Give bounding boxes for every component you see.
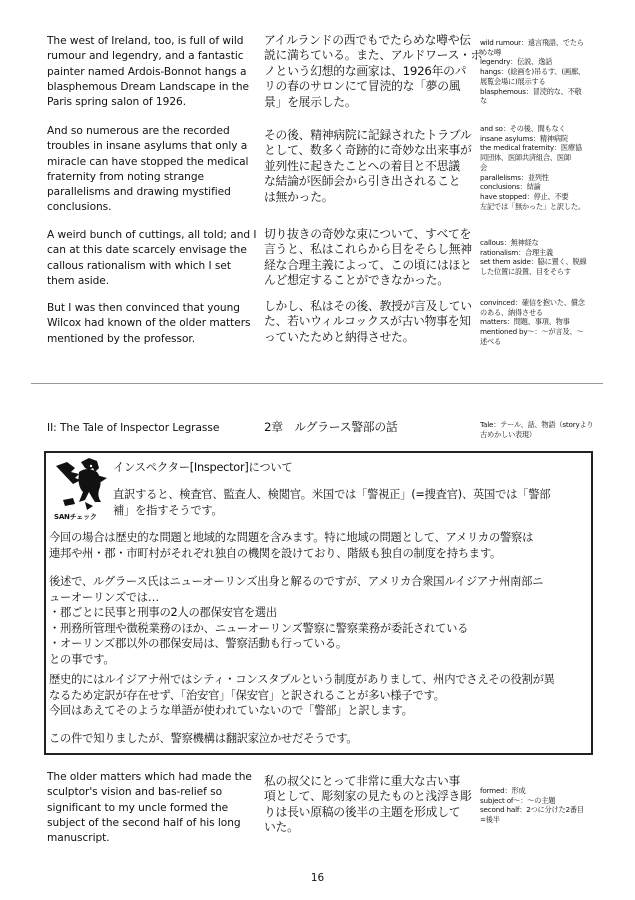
chapter-vocabulary-notes: Tale：テール、話、物語（storyより 古めかしい表現） bbox=[480, 420, 594, 439]
note-paragraph-2: 後述で、ルグラース氏はニューオーリンズ出身と解るのですが、アメリカ合衆国ルイジアナ州南部ニ ューオーリンズでは… ・郡ごとに民事と刑事の2人の郡保安官を選出 ・刑務所管理や徴税業務のほか、ニューオーリンズ警察に警察業務が委託されている ・オーリンズ郡以外の郡保安局は、警察活動も行っている。 との事です。 bbox=[49, 575, 544, 666]
note-paragraph-3: 歴史的にはルイジアナ州ではシティ・コンスタブルという制度がありまして、州内でさえその役割が異 なるため定訳が存在せず、「治安官」「保安官」と訳されることが多い様子です。 今回はあえてそのような単語が使われていないので「警部」と訳します。 bbox=[49, 673, 555, 718]
japanese-translation-4: しかし、私はその後、教授が言及してい た、若いウィルコックスが古い物事を知 っていたためと納得させた。 bbox=[264, 299, 472, 344]
japanese-translation-3: 切り抜きの奇妙な束について、すべてを 言うと、私はこれらから目をそらし無神 経な合理主義によって、この頃にはほと んど想定することができなかった。 bbox=[264, 227, 472, 288]
vocabulary-notes-1: wild rumour：遠言飛語、でたら めな噂 legendry：伝説、逸話 hangs：(絵画を)吊るす、(画廊、 展覧会場に)展示する blasphemous：冒涜的な、不敬 な bbox=[480, 38, 585, 106]
mascot-label: SANチェック bbox=[54, 513, 97, 521]
vocabulary-notes-3: callous：無神経な rationalism：合理主義 set them aside：脇に置く、脱線 した位置に設置、目をそらす bbox=[480, 238, 587, 277]
note-intro: 直訳すると、検査官、監査人、検閲官。米国では「警視正」(=捜査官)、英国では「警部 補」を指すそうです。 bbox=[113, 488, 551, 517]
japanese-translation-5: 私の叔父にとって非常に重大な古い事 項として、彫刻家の見たものと浅浮き彫 りは長い原稿の後半の主題を形成して いた。 bbox=[264, 774, 472, 835]
section-divider bbox=[31, 383, 603, 384]
vocabulary-notes-4: convinced：確信を抱いた、償念 のある、納得させる matters：問題、事項、物事 mentioned by〜：〜が言及、〜 述べる bbox=[480, 298, 585, 346]
english-paragraph-2: And so numerous are the recorded troubles in insane asylums that only a miracle can have stopped the medical fraternity from noting strange parallelisms and drawing mystified conclusions. bbox=[47, 125, 249, 214]
japanese-translation-1: アイルランドの西でもでたらめな噂や伝 説に満ちている。また、アルドワース・ボ ノという幻想的な画家は、1926年のパ リの春のサロンにて冒涜的な「夢の風 景」を展示した。 bbox=[264, 33, 483, 109]
page-number: 16 bbox=[310, 872, 325, 884]
note-paragraph-4: この件で知りましたが、警察機構は翻訳家泣かせだそうです。 bbox=[49, 732, 358, 745]
chapter-title-japanese: 2章 ルグラース警部の話 bbox=[264, 420, 398, 434]
chapter-title-english: II: The Tale of Inspector Legrasse bbox=[47, 422, 220, 434]
english-paragraph-3: A weird bunch of cuttings, all told; and I can at this date scarcely envisage the callous rationalism with which I set them aside. bbox=[47, 229, 257, 287]
english-paragraph-1: The west of Ireland, too, is full of wild rumour and legendry, and a fantastic painter named Ardois-Bonnot hangs a blasphemous Dream Landscape in the Paris spring salon of 1926. bbox=[47, 35, 250, 109]
english-paragraph-4: But I was then convinced that young Wilcox had known of the older matters mentioned by the professor. bbox=[47, 302, 251, 345]
note-heading: インスペクター[Inspector]について bbox=[113, 461, 293, 474]
gargoyle-mascot-icon bbox=[53, 456, 111, 516]
japanese-translation-2: その後、精神病院に記録されたトラブル として、数多く奇跡的に奇妙な出来事が 並列性に起きたことへの着目と不思議 な結論が医師会から引き出されること は無かった。 bbox=[264, 128, 472, 204]
note-paragraph-1: 今回の場合は歴史的な問題と地域的な問題を含みます。特に地域の問題として、アメリカの警察は 連邦や州・郡・市町村がそれぞれ独自の機関を設けており、階級も独自の制度を持ちます。 bbox=[49, 531, 534, 560]
vocabulary-notes-2: and so：その後、間もなく insane asylums：精神病院 the medical fraternity：医療協 同団体、医師共済組合、医師 会 parallelisms：並列性 conclusions：結論 have stopped：停止、不要 左記では「無かった」と訳した。 bbox=[480, 124, 585, 211]
vocabulary-notes-5: formed：形成 subject of〜：〜の主題 second half：2つに分けた2番目 =後半 bbox=[480, 786, 584, 825]
english-paragraph-5: The older matters which had made the sculptor's vision and bas-relief so significant to my uncle formed the subject of the second half of his long manuscript. bbox=[47, 771, 252, 845]
